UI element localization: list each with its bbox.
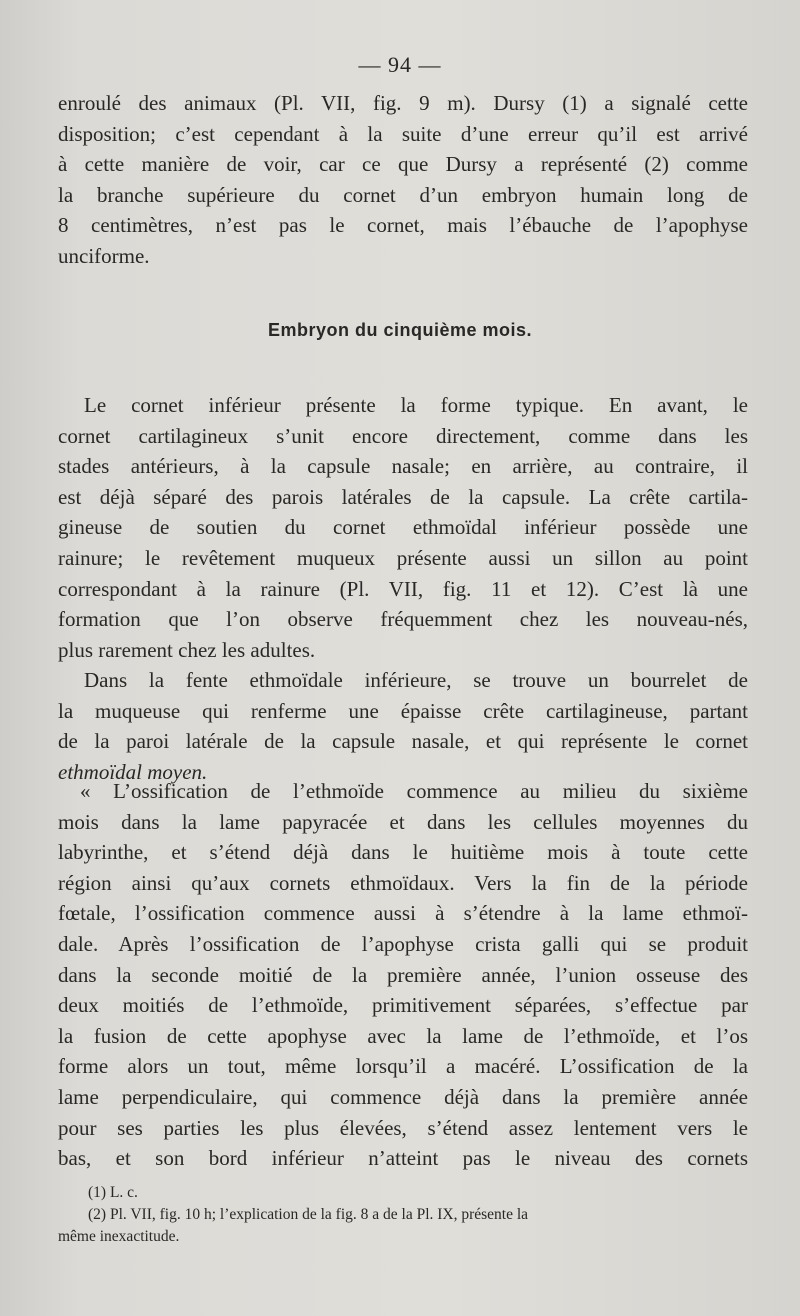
page-number: — 94 — <box>358 52 442 77</box>
intro-paragraph <box>58 88 748 272</box>
text-line: lame perpendiculaire, qui commence déjà dans la première année <box>58 1084 748 1109</box>
footnotes <box>58 1182 748 1248</box>
text-line: pour ses parties les plus élevées, s’étend assez lentement vers le <box>58 1115 748 1140</box>
footnote-2: (2) Pl. VII, fig. 10 h; l’explication de la fig. 8 a de la Pl. IX, présente la <box>88 1206 529 1223</box>
text-line: la fusion de cette apophyse avec la lame de l’ethmoïde, et l’os <box>58 1023 748 1048</box>
text-line: est déjà séparé des parois latérales de la capsule. La crête cartila- <box>58 484 748 509</box>
text-line: correspondant à la rainure (Pl. VII, fig. 11 et 12). C’est là une <box>58 576 748 601</box>
paragraph-2 <box>58 665 748 787</box>
text-line: plus rarement chez les adultes. <box>58 637 316 662</box>
text-line: dale. Après l’ossification de l’apophyse crista galli qui se produit <box>58 931 748 956</box>
text-line: bas, et son bord inférieur n’atteint pas le niveau des cornets <box>58 1146 748 1171</box>
text-line: enroulé des animaux (Pl. VII, fig. 9 m). Dursy (1) a signalé cette <box>58 91 748 115</box>
footnote-1: (1) L. c. <box>88 1184 138 1201</box>
text-line: la branche supérieure du cornet d’un embryon humain long de <box>58 182 748 207</box>
text-line: Le cornet inférieur présente la forme typique. En avant, le <box>84 393 748 417</box>
text-line: forme alors un tout, même lorsqu’il a macéré. L’ossification de la <box>58 1054 748 1079</box>
text-line: à cette manière de voir, car ce que Dursy a représenté (2) comme <box>58 152 748 177</box>
section-heading: Embryon du cinquième mois. <box>267 320 533 340</box>
footnote-2-continued: même inexactitude. <box>58 1228 180 1245</box>
text-line: région ainsi qu’aux cornets ethmoïdaux. Vers la fin de la période <box>58 870 748 895</box>
text-line: la muqueuse qui renferme une épaisse crête cartilagineuse, partant <box>58 698 748 723</box>
text-line: de la paroi latérale de la capsule nasale, et qui représente le cornet <box>58 729 748 754</box>
text-line: disposition; c’est cependant à la suite d’une erreur qu’il est arrivé <box>58 121 748 146</box>
text-line: 8 centimètres, n’est pas le cornet, mais l’ébauche de l’apophyse <box>58 213 748 238</box>
text-line: labyrinthe, et s’étend déjà dans le huitième mois à toute cette <box>58 840 748 865</box>
text-line: ethmoïdal moyen. <box>58 759 208 784</box>
text-line: formation que l’on observe fréquemment chez les nouveau-nés, <box>58 607 748 632</box>
text-line: deux moitiés de l’ethmoïde, primitivement séparées, s’effectue par <box>58 993 748 1018</box>
text-line: rainure; le revêtement muqueux présente aussi un sillon au point <box>58 545 748 570</box>
text-line: fœtale, l’ossification commence aussi à s’étendre à la lame ethmoï- <box>58 901 748 926</box>
paragraph-1 <box>58 390 748 665</box>
paragraph-3 <box>58 776 748 1174</box>
text-line: dans la seconde moitié de la première année, l’union osseuse des <box>58 962 748 987</box>
text-line: « L’ossification de l’ethmoïde commence au milieu du sixième <box>80 779 748 803</box>
text-line: unciforme. <box>58 243 150 268</box>
text-line: stades antérieurs, à la capsule nasale; en arrière, au contraire, il <box>58 454 748 479</box>
text-line: cornet cartilagineux s’unit encore directement, comme dans les <box>58 423 748 448</box>
text-line: Dans la fente ethmoïdale inférieure, se trouve un bourrelet de <box>84 668 748 692</box>
text-line: mois dans la lame papyracée et dans les cellules moyennes du <box>58 809 748 834</box>
text-line: gineuse de soutien du cornet ethmoïdal inférieur possède une <box>58 515 748 540</box>
